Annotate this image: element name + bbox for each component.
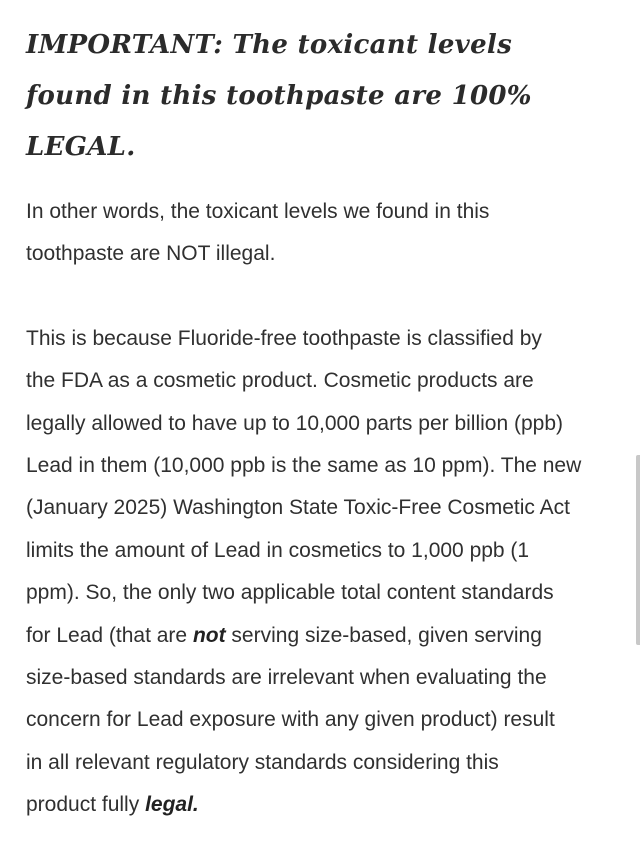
heading-line: found in this toothpaste are 100% [26, 81, 532, 111]
emphasis-legal: legal. [145, 793, 199, 817]
text-line: In other words, the toxicant levels we found in this [26, 200, 490, 223]
article-heading [26, 20, 622, 173]
text-line: toothpaste are NOT illegal. [26, 242, 276, 266]
heading-line: LEGAL. [26, 132, 136, 162]
text-line: in all relevant regulatory standards considering this [26, 750, 499, 774]
text-line: Lead in them (10,000 ppb is the same as 10 ppm). The new [26, 454, 582, 478]
text-line: serving size-based, given serving [225, 623, 542, 647]
scrollbar-thumb[interactable] [636, 455, 640, 645]
text-line: concern for Lead exposure with any given product) result [26, 708, 555, 732]
text-line: size-based standards are irrelevant when evaluating the [26, 666, 547, 690]
paragraph-intro [26, 191, 622, 276]
text-line: limits the amount of Lead in cosmetics to 1,000 ppb (1 [26, 538, 530, 562]
text-line: This is because Fluoride-free toothpaste is classified by [26, 326, 542, 350]
text-line: legally allowed to have up to 10,000 parts per billion (ppb) [26, 411, 564, 435]
paragraph-explanation [26, 318, 622, 827]
text-line: ppm). So, the only two applicable total content standards [26, 581, 554, 605]
article-body [26, 20, 622, 827]
text-line: for Lead (that are [26, 623, 193, 647]
heading-line: IMPORTANT: The toxicant levels [26, 30, 513, 60]
text-line: the FDA as a cosmetic product. Cosmetic products are [26, 369, 534, 393]
text-line: (January 2025) Washington State Toxic-Free Cosmetic Act [26, 496, 570, 520]
emphasis-not: not [192, 623, 226, 647]
text-line: product fully [26, 793, 146, 817]
